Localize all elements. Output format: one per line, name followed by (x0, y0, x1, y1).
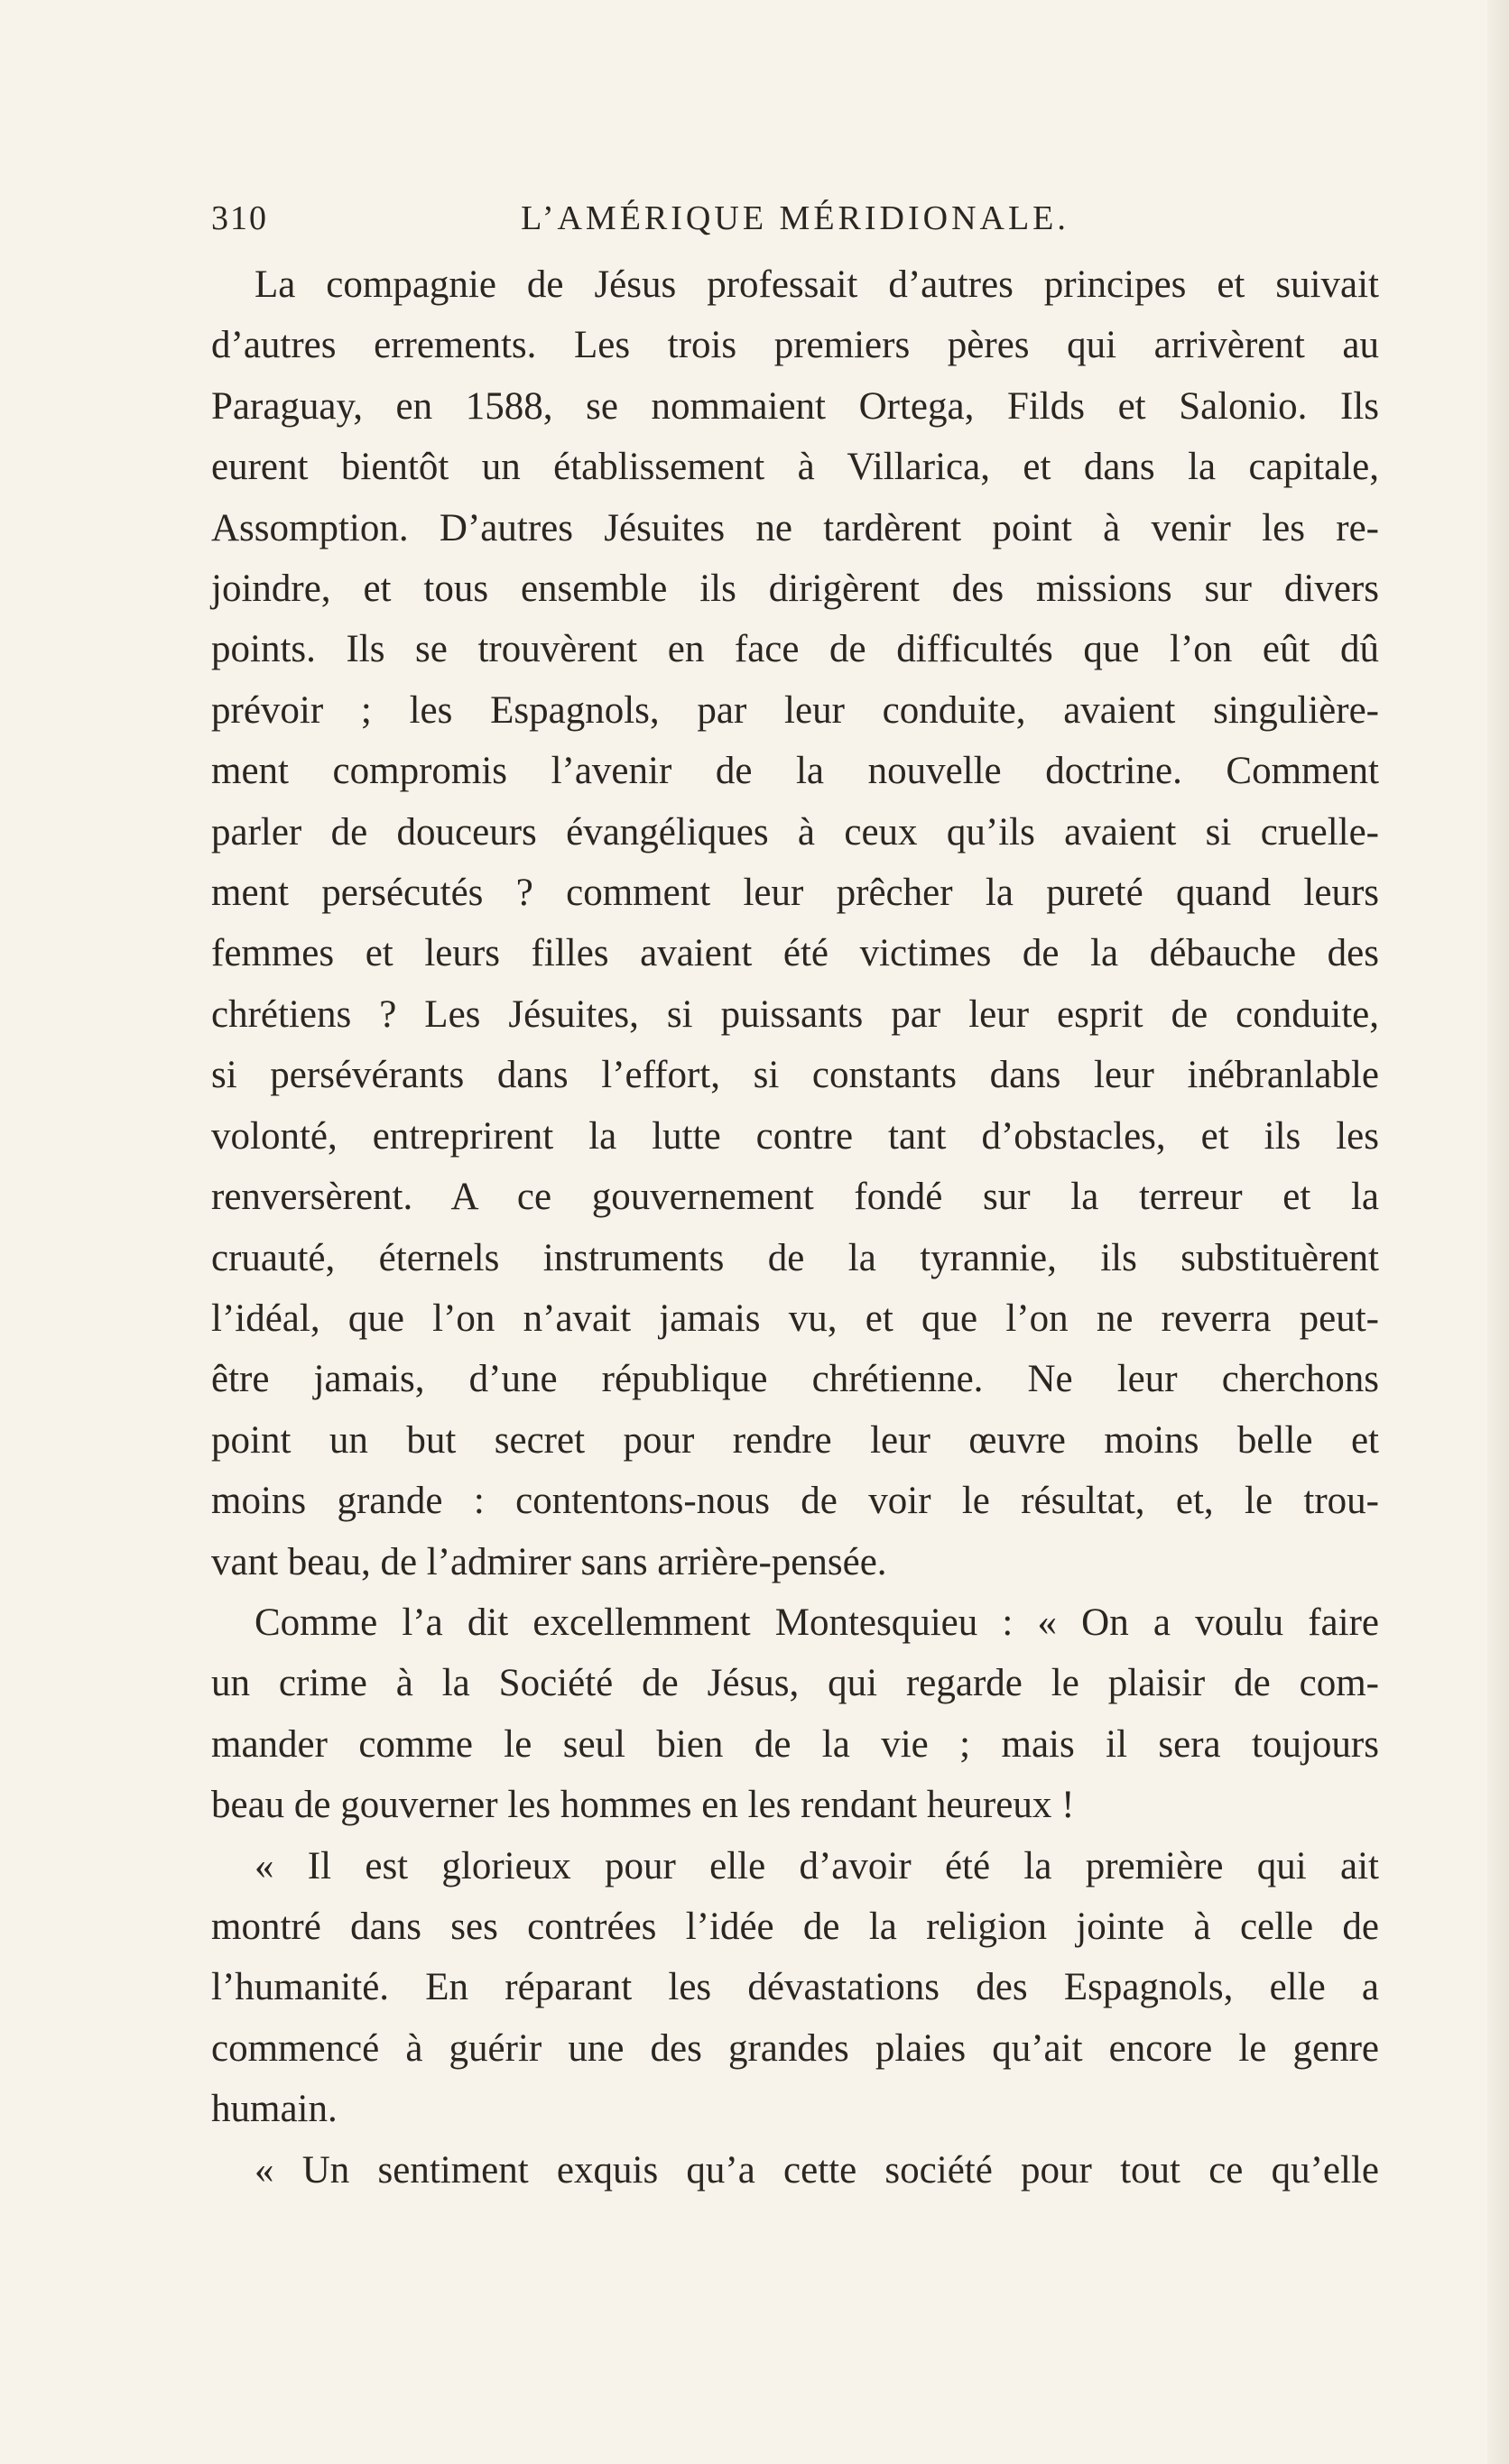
text-line: points. Ils se trouvèrent en face de difficultés que l’on eût dû (211, 628, 1379, 671)
running-title: L’AMÉRIQUE MÉRIDIONALE. (521, 199, 1069, 237)
text-line: un crime à la Société de Jésus, qui regarde le plaisir de com- (211, 1662, 1379, 1705)
body-text (211, 254, 1379, 2201)
text-line: humain. (211, 2088, 338, 2131)
text-line: l’idéal, que l’on n’avait jamais vu, et que l’on ne reverra peut- (211, 1297, 1379, 1340)
text-line: « Il est glorieux pour elle d’avoir été la première qui ait (255, 1844, 1379, 1887)
paragraph (211, 254, 1379, 1592)
paragraph (211, 1592, 1379, 1836)
text-line: être jamais, d’une république chrétienne. Ne leur cherchons (211, 1358, 1379, 1401)
paragraph (211, 2140, 1379, 2201)
text-line: Paraguay, en 1588, se nommaient Ortega, Filds et Salonio. Ils (211, 384, 1379, 428)
text-line: point un but secret pour rendre leur œuvre moins belle et (211, 1418, 1379, 1462)
text-block (211, 198, 1379, 2201)
running-head (211, 198, 1379, 249)
text-line: beau de gouverner les hommes en les rendant heureux ! (211, 1784, 1075, 1827)
text-line: prévoir ; les Espagnols, par leur conduite, avaient singulière- (211, 688, 1379, 732)
page-number: 310 (211, 199, 268, 237)
text-line: eurent bientôt un établissement à Villarica, et dans la capitale, (211, 446, 1379, 489)
page-edge (1487, 0, 1509, 2464)
text-line: commencé à guérir une des grandes plaies qu’ait encore le genre (211, 2026, 1379, 2070)
text-line: « Un sentiment exquis qu’a cette société pour tout ce qu’elle (255, 2148, 1379, 2192)
text-line: La compagnie de Jésus professait d’autres principes et suivait (255, 263, 1379, 306)
paragraph (211, 1836, 1379, 2140)
text-line: femmes et leurs filles avaient été victimes de la débauche des (211, 932, 1379, 975)
text-line: Assomption. D’autres Jésuites ne tardèrent point à venir les re- (211, 506, 1379, 549)
text-line: parler de douceurs évangéliques à ceux qu’ils avaient si cruelle- (211, 810, 1379, 854)
text-line: l’humanité. En réparant les dévastations des Espagnols, elle a (211, 1966, 1379, 2009)
text-line: volonté, entreprirent la lutte contre tant d’obstacles, et ils les (211, 1114, 1379, 1158)
text-line: chrétiens ? Les Jésuites, si puissants par leur esprit de conduite, (211, 992, 1379, 1036)
text-line: si persévérants dans l’effort, si constants dans leur inébranlable (211, 1054, 1379, 1097)
text-line: joindre, et tous ensemble ils dirigèrent des missions sur divers (211, 568, 1379, 611)
text-line: vant beau, de l’admirer sans arrière-pensée. (211, 1540, 887, 1583)
text-line: cruauté, éternels instruments de la tyrannie, ils substituèrent (211, 1236, 1379, 1279)
text-line: montré dans ses contrées l’idée de la religion jointe à celle de (211, 1905, 1379, 1948)
text-line: d’autres errements. Les trois premiers pères qui arrivèrent au (211, 324, 1379, 367)
text-line: ment compromis l’avenir de la nouvelle doctrine. Comment (211, 750, 1379, 793)
text-line: renversèrent. A ce gouvernement fondé sur la terreur et la (211, 1176, 1379, 1219)
text-line: Comme l’a dit excellemment Montesquieu : « On a voulu faire (255, 1601, 1379, 1644)
text-line: moins grande : contentons-nous de voir le résultat, et, le trou- (211, 1480, 1379, 1523)
text-line: ment persécutés ? comment leur prêcher la pureté quand leurs (211, 872, 1379, 915)
text-line: mander comme le seul bien de la vie ; mais il sera toujours (211, 1722, 1379, 1766)
